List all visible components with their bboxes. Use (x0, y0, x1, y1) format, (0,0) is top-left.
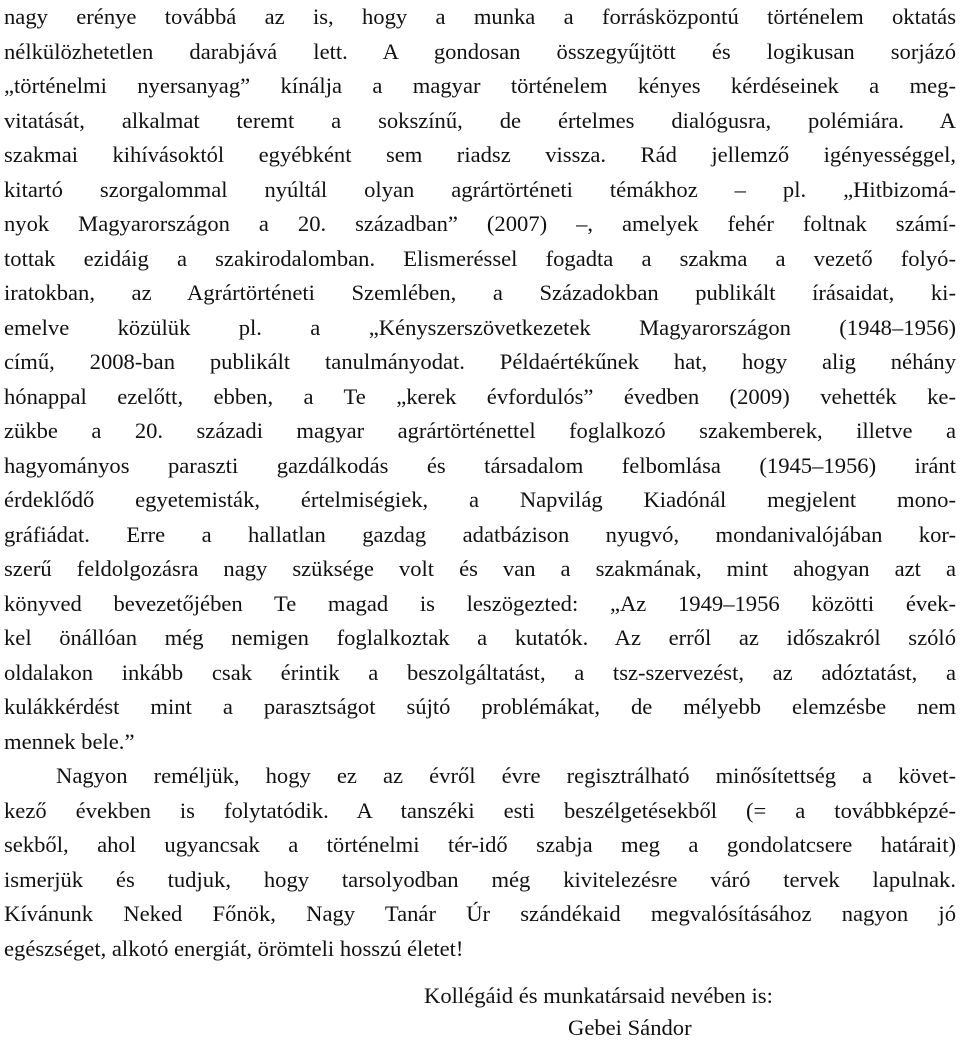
text-line: című, 2008-ban publikált tanulmányodat. Példaértékűnek hat, hogy alig néhány (4, 349, 956, 374)
text-line: nélkülözhetetlen darabjává lett. A gondosan összegyűjtött és logikusan sorjázó (4, 38, 956, 64)
text-line: emelve közülük pl. a „Kényszerszövetkezetek Magyarországon (1948–1956) (4, 314, 956, 340)
signature-block (424, 980, 773, 1044)
paragraph-2 (4, 759, 956, 966)
text-line: oldalakon inkább csak érintik a beszolgáltatást, a tsz-szervezést, az adóztatást, a (4, 659, 956, 685)
text-line: Kívánunk Neked Főnök, Nagy Tanár Úr szándékaid megvalósításához nagyon jó (4, 901, 956, 926)
text-line: mennek bele.” (4, 728, 135, 754)
text-line: kező években is folytatódik. A tanszéki esti beszélgetésekből (= a továbbképzé- (4, 797, 956, 823)
text-line: Nagyon reméljük, hogy ez az évről évre regisztrálható minősítettség a követ- (56, 763, 956, 788)
text-line: „történelmi nyersanyag” kínálja a magyar történelem kényes kérdéseinek a meg- (4, 73, 956, 98)
text-line: ismerjük és tudjuk, hogy tarsolyodban még kivitelezésre váró tervek lapulnak. (4, 866, 956, 892)
signature-line: Kollégáid és munkatársaid nevében is: (424, 983, 773, 1008)
text-line: vitatását, alkalmat teremt a sokszínű, de értelmes dialógusra, polémiára. A (4, 107, 956, 133)
paragraph-1 (4, 0, 956, 759)
text-line: iratokban, az Agrártörténeti Szemlében, a Századokban publikált írásaidat, ki- (4, 280, 956, 305)
text-line: sekből, ahol ugyancsak a történelmi tér-idő szabja meg a gondolatcsere határait) (4, 832, 956, 857)
text-line: kel önállóan még nemigen foglalkoztak a kutatók. Az erről az időszakról szóló (4, 625, 956, 650)
text-line: szerű feldolgozásra nagy szüksége volt és van a szakmának, mint ahogyan azt a (4, 556, 956, 581)
text-line: nagy erénye továbbá az is, hogy a munka a forrásközpontú történelem oktatás (4, 4, 956, 29)
text-line: szakmai kihívásoktól egyébként sem riadsz vissza. Rád jellemző igényességgel, (4, 142, 956, 167)
text-line: egészséget, alkotó energiát, örömteli hosszú életet! (4, 935, 464, 961)
signature-name: Gebei Sándor (568, 1015, 692, 1040)
text-line: hónappal ezelőtt, ebben, a Te „kerek évfordulós” évedben (2009) vehették ke- (4, 383, 956, 409)
text-line: tottak ezidáig a szakirodalomban. Elismeréssel fogadta a szakma a vezető folyó- (4, 245, 956, 271)
text-line: nyok Magyarországon a 20. században” (2007) –, amelyek fehér foltnak számí- (4, 211, 956, 236)
text-line: érdeklődő egyetemisták, értelmiségiek, a Napvilág Kiadónál megjelent mono- (4, 487, 956, 512)
text-line: gráfiádat. Erre a hallatlan gazdag adatbázison nyugvó, mondanivalójában kor- (4, 521, 956, 547)
text-line: kitartó szorgalommal nyúltál olyan agrártörténeti témákhoz – pl. „Hitbizomá- (4, 176, 956, 202)
text-line: hagyományos paraszti gazdálkodás és társadalom felbomlása (1945–1956) iránt (4, 452, 956, 478)
document-body (4, 0, 956, 966)
text-line: zükbe a 20. századi magyar agrártörténettel foglalkozó szakemberek, illetve a (4, 418, 956, 443)
text-line: kulákkérdést mint a parasztságot sújtó problémákat, de mélyebb elemzésbe nem (4, 694, 956, 719)
text-line: könyved bevezetőjében Te magad is leszögezted: „Az 1949–1956 közötti évek- (4, 590, 956, 616)
